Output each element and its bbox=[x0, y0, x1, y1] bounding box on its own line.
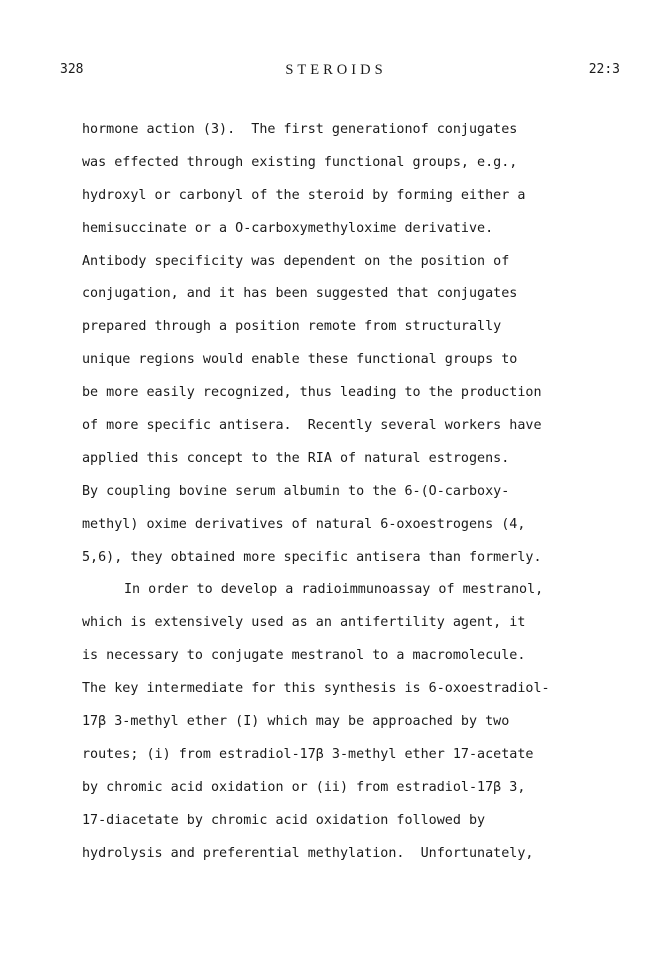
text-line: methyl) oxime derivatives of natural 6-oxoestrogens (4, bbox=[82, 516, 526, 532]
text-line: 17-diacetate by chromic acid oxidation followed by bbox=[82, 812, 486, 828]
journal-title: STEROIDS bbox=[285, 62, 387, 78]
text-line: applied this concept to the RIA of natural estrogens. bbox=[82, 450, 510, 466]
paragraph-start-line: In order to develop a radioimmunoassay of mestranol, bbox=[124, 582, 544, 598]
text-line: unique regions would enable these functional groups to bbox=[82, 352, 518, 368]
text-line: Antibody specificity was dependent on the position of bbox=[82, 253, 510, 269]
text-line: hemisuccinate or a O-carboxymethyloxime derivative. bbox=[82, 220, 494, 236]
text-line: 17β 3-methyl ether (I) which may be approached by two bbox=[82, 714, 510, 730]
text-line: The key intermediate for this synthesis is 6-oxoestradiol- bbox=[82, 681, 550, 697]
text-line: By coupling bovine serum albumin to the 6-(O-carboxy- bbox=[82, 483, 510, 499]
text-line: routes; (i) from estradiol-17β 3-methyl ether 17-acetate bbox=[82, 746, 534, 762]
text-line: by chromic acid oxidation or (ii) from estradiol-17β 3, bbox=[82, 779, 526, 795]
running-header bbox=[0, 62, 672, 82]
text-line: is necessary to conjugate mestranol to a macromolecule. bbox=[82, 648, 526, 664]
text-line: was effected through existing functional groups, e.g., bbox=[82, 154, 518, 170]
text-line: hydrolysis and preferential methylation. Unfortunately, bbox=[82, 845, 534, 861]
text-line: 5,6), they obtained more specific antisera than formerly. bbox=[82, 549, 542, 565]
page-number: 328 bbox=[60, 62, 84, 77]
volume-issue: 22:3 bbox=[588, 62, 620, 77]
text-line: which is extensively used as an antifertility agent, it bbox=[82, 615, 526, 631]
text-line: of more specific antisera. Recently several workers have bbox=[82, 418, 542, 434]
text-line: be more easily recognized, thus leading to the production bbox=[82, 385, 542, 401]
body-text bbox=[82, 114, 642, 870]
text-line: conjugation, and it has been suggested that conjugates bbox=[82, 286, 518, 302]
text-line: hydroxyl or carbonyl of the steroid by forming either a bbox=[82, 187, 526, 203]
text-line: hormone action (3). The first generationof conjugates bbox=[82, 122, 518, 137]
text-line: prepared through a position remote from structurally bbox=[82, 319, 502, 335]
